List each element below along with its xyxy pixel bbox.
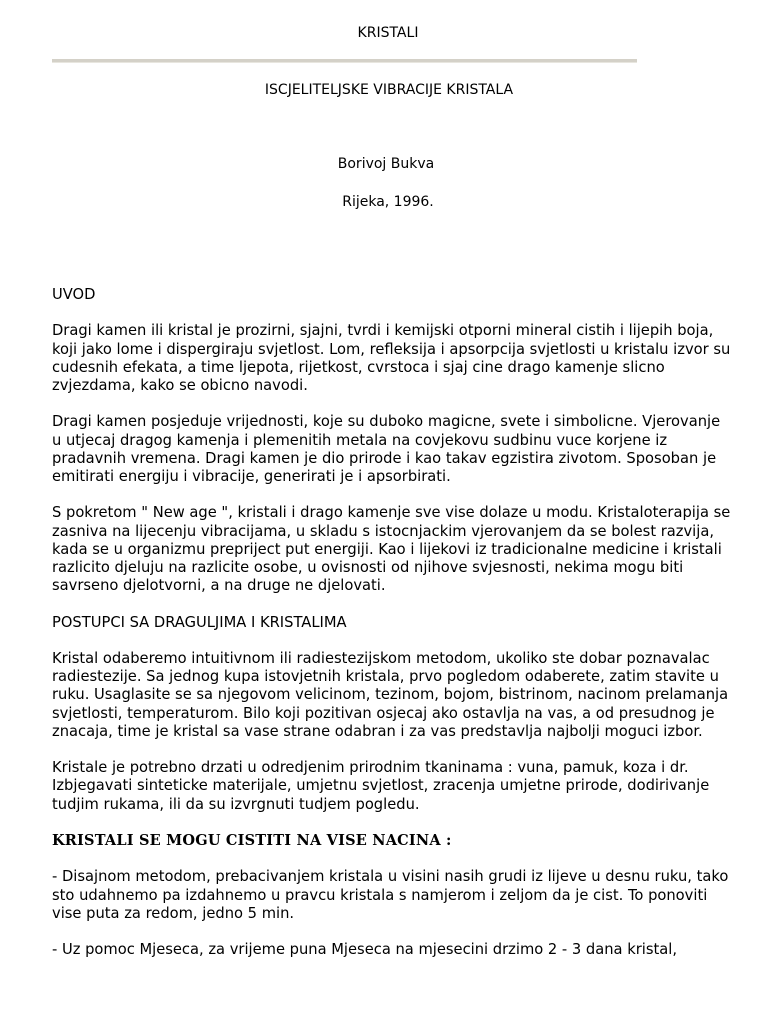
paragraph: Dragi kamen ili kristal je prozirni, sjajni, tvrdi i kemijski otporni mineral cistih i lijepih boja, koji jako lome i dispergiraju svjetlost. Lom, refleksija i apsorpcija svjetlosti u kristalu izvor su cudesnih efekata, a time ljepota, rijetkost, cvrstoca i sjaj cine drago kamenje slicno zvjezdama, kako se obicno navodi. [52, 322, 731, 394]
document-subtitle: ISCJELITELJSKE VIBRACIJE KRISTALA [264, 82, 514, 98]
document-body [52, 286, 732, 978]
title-divider [52, 59, 637, 63]
paragraph: Dragi kamen posjeduje vrijednosti, koje su duboko magicne, svete i simbolicne. Vjerovanje u utjecaj dragog kamenja i plemenitih metala na covjekovu sudbinu vuce korjene iz pradavnih vremena. Dragi kamen je dio prirode i kao takav egzistira zivotom. Sposoban je emitirati energiju i vibracije, generirati je i apsorbirati. [52, 413, 721, 485]
section-heading-uvod: UVOD [52, 286, 96, 303]
paragraph: - Uz pomoc Mjeseca, za vrijeme puna Mjeseca na mjesecini drzimo 2 - 3 dana kristal, [52, 941, 677, 959]
paragraph: S pokretom " New age ", kristali i drago kamenje sve vise dolaze u modu. Kristaloterapija se zasniva na lijecenju vibracijama, u skladu s istocnjackim vjerovanjem da se bolest razvija, kada se u organizmu prepriject put energiji. Kao i lijekovi iz tradicionalne medicine i kristali razlicito djeluju na razlicite osobe, u ovisnosti od njihove svjesnosti, nekima mogu biti savrseno djelotvorni, a na druge ne djelovati. [52, 504, 731, 595]
paragraph: - Disajnom metodom, prebacivanjem kristala u visini nasih grudi iz lijeve u desnu ruku, tako sto udahnemo pa izdahnemo u pravcu kristala s namjerom i zeljom da je cist. To ponoviti vise puta za redom, jedno 5 min. [52, 868, 729, 922]
paragraph: Kristal odaberemo intuitivnom ili radiestezijskom metodom, ukoliko ste dobar poznavalac radiestezije. Sa jednog kupa istovjetnih kristala, prvo pogledom odaberete, zatim stavite u ruku. Usaglasite se sa njegovom velicinom, tezinom, bojom, bistrinom, nacinom prelamanja svjetlosti, temperaturom. Bilo koji pozitivan osjecaj ako ostavlja na vas, a od presudnog je znacaja, time je kristal sa vase strane odabran i za vas predstavlja najbolji moguci izbor. [52, 649, 729, 740]
place-date: Rijeka, 1996. [342, 194, 434, 210]
document-title: KRISTALI [357, 25, 419, 41]
author-name: Borivoj Bukva [337, 156, 435, 172]
paragraph: Kristale je potrebno drzati u odredjenim prirodnim tkaninama : vuna, pamuk, koza i dr. Izbjegavati sinteticke materijale, umjetnu svjetlost, zracenja umjetne prirode, dodirivanje tudjim rukama, ili da su izvrgnuti tudjem pogledu. [52, 759, 710, 813]
section-heading-cistiti: KRISTALI SE MOGU CISTITI NA VISE NACINA : [52, 831, 452, 849]
section-heading-postupci: POSTUPCI SA DRAGULJIMA I KRISTALIMA [52, 613, 347, 631]
